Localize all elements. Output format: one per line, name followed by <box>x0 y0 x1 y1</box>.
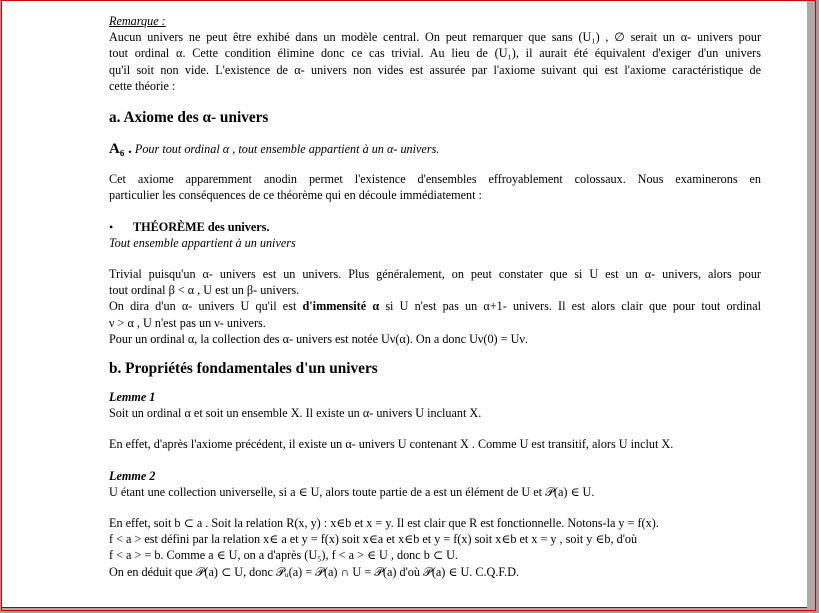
trivial-line-1: Trivial puisqu'un α- univers est un univers. Plus généralement, on peut constater que si U est un α- univers, alors pour <box>109 267 761 282</box>
axiom-comment-line-1: Cet axiome apparemment anodin permet l'existence d'ensembles effroyablement colossaux. Nous examinerons en <box>109 172 761 187</box>
collection-line: Pour un ordinal α, la collection des α- univers est notée Uν(α). On a donc Uν(0) = Uν. <box>109 331 528 346</box>
axiom-comment-line-2: particulier les conséquences de ce théorème qui en découle immédiatement : <box>109 188 482 203</box>
lemma-2-proof-line-2: f < a > est défini par la relation x∈ a et y = f(x) soit x∈a et x∈b et y = f(x) soit x∈b et x = y , soit y ∈b, d'où <box>109 532 638 547</box>
theorem-heading <box>109 219 761 235</box>
immensity-pre: On dira d'un α- univers U qu'il est <box>109 299 303 314</box>
lemma-1-title: Lemme 1 <box>109 390 156 405</box>
remark-line-4: cette théorie : <box>109 78 176 93</box>
lemma-1-statement: Soit un ordinal α et soit un ensemble X. Il existe un α- univers U incluant X. <box>109 406 482 421</box>
remark-title: Remarque : <box>109 14 166 28</box>
lemma-2-proof-line-1: En effet, soit b ⊂ a . Soit la relation R(x, y) : x∈b et x = y. Il est clair que R est fonctionnelle. Notons-la y = f(x). <box>109 516 659 531</box>
theorem-title: THÉORÈME des univers. <box>133 219 270 234</box>
bullet-icon: • <box>109 219 114 234</box>
lemma-2-proof-line-4: On en déduit que 𝒫(a) ⊂ U, donc 𝒫ᵤ(a) = 𝒫(a) ∩ U = 𝒫(a) d'où 𝒫(a) ∈ U. C.Q.F.D. <box>109 564 520 579</box>
section-b-title: b. Propriétés fondamentales d'un univers <box>109 360 378 378</box>
trivial-line-2: tout ordinal β < α , U est un β- univers. <box>109 283 300 298</box>
theorem-statement: Tout ensemble appartient à un univers <box>109 235 296 250</box>
lemma-2-title: Lemme 2 <box>109 468 156 483</box>
immensity-line-2: ν > α , U n'est pas un ν- univers. <box>109 315 266 330</box>
remark-line-3: qu'il soit non vide. L'existence de α- univers non vides est assurée par l'axiome suivant qui est l'axiome caractéristique de <box>109 62 761 77</box>
immensity-post: si U n'est pas un α+1- univers. Il est alors clair que pour tout ordinal <box>379 299 761 314</box>
immensity-bold: d'immensité α <box>302 299 380 314</box>
vertical-scrollbar[interactable] <box>807 1 815 610</box>
document-viewport <box>1 0 816 611</box>
axiom-tag: A₆ . <box>109 141 132 158</box>
page-content <box>109 13 761 580</box>
immensity-line <box>109 298 761 314</box>
remark-line-2: tout ordinal α. Cette condition élimine donc ce cas trivial. Au lieu de (U₁), il aurait été équivalent d'exiger d'un univers <box>109 46 761 61</box>
axiom-a6 <box>109 141 761 157</box>
lemma-1-proof: En effet, d'après l'axiome précédent, il existe un α- univers U contenant X . Comme U est transitif, alors U inclut X. <box>109 437 674 452</box>
document-page <box>2 1 809 608</box>
lemma-2-proof-line-3: f < a > = b. Comme a ∈ U, on a d'après (U₅), f < a > ∈ U , donc b ⊂ U. <box>109 548 458 563</box>
lemma-2-statement: U étant une collection universelle, si a ∈ U, alors toute partie de a est un élément de U et 𝒫(a) ∈ U. <box>109 484 595 499</box>
axiom-text: Pour tout ordinal α , tout ensemble appartient à un α- univers. <box>131 142 440 157</box>
remark-line-1: Aucun univers ne peut être exhibé dans un modèle central. On peut remarquer que sans (U₁) , ∅ serait un α- univers pour <box>109 30 761 45</box>
section-a-title: a. Axiome des α- univers <box>109 109 269 127</box>
